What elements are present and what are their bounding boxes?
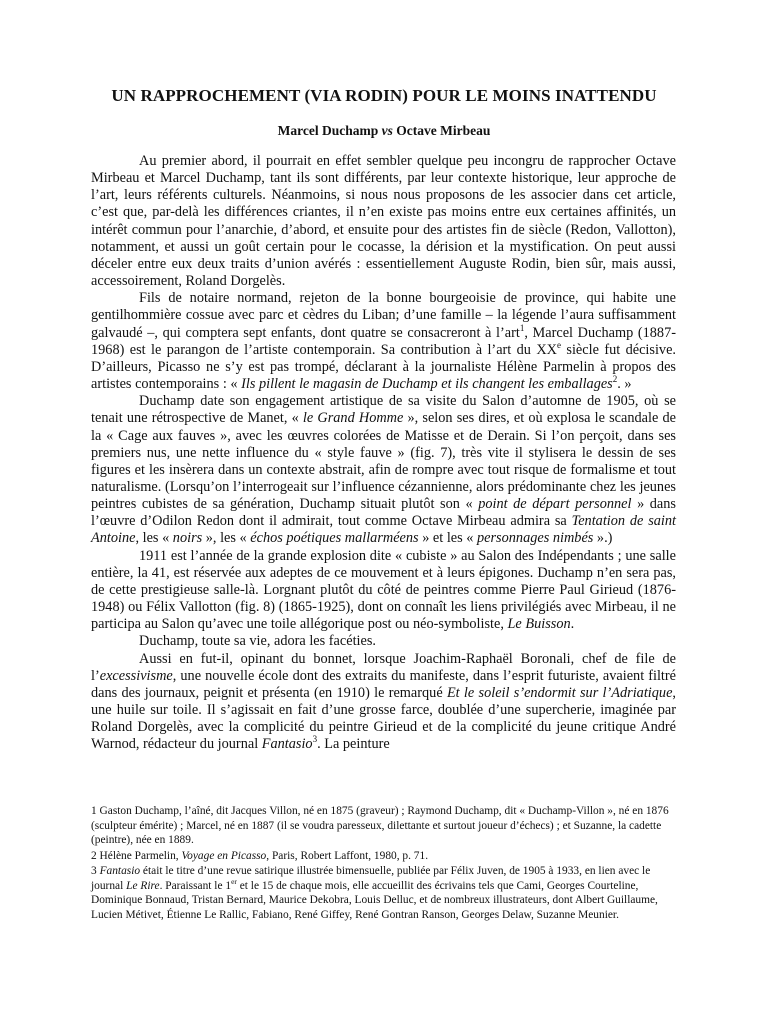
footnote-text: Hélène Parmelin, — [96, 849, 182, 862]
footnote-ref-2[interactable]: 2 — [612, 374, 618, 385]
footnote-ref-3[interactable]: 3 — [312, 734, 318, 745]
text: , une nouvelle école dont des extraits du manifeste, dans l’esprit futuriste, avaient filtré dans des journaux, peignit et présenta (en 1910) le remarqué — [91, 667, 676, 701]
italic-text: Et le soleil s’endormit sur l’Adriatique — [446, 684, 673, 701]
text: Fils de notaire normand, rejeton de la bonne bourgeoisie de province, qui habite une gentilhommière cossue avec parc et cèdres du Liban; d’une famille – la légende l’aura suffisamment galvaudé –, qui comptera sept enfants, dont quatre se consacreront à l’art — [91, 290, 676, 341]
italic-text: personnages nimbés — [477, 530, 594, 547]
footnote-number: 3 — [91, 865, 97, 877]
footnote-italic: Le Rire — [126, 879, 160, 892]
text: . » — [617, 376, 632, 393]
italic-text: noirs — [172, 530, 203, 547]
text: ».) — [593, 530, 613, 547]
text: 1911 est l’année de la grande explosion dite « cubiste » au Salon des Indépendants ; une salle entière, la 41, est réservée aux adeptes de ce mouvement et à leurs épigones. Duchamp n’en sera pas, de cette prestigieuse salle-là. Lorgnant plutôt du côté de peintres comme Pierre Paul Girieud (1876-1948) ou Félix Vallotton (fig. 8) (1865-1925), dont on connaît les liens privilégiés avec Mirbeau, il ne participa au Salon qu’avec une toile allégorique post ou néo-symboliste, — [91, 547, 676, 633]
italic-text: Fantasio — [261, 736, 313, 753]
italic-text: échos poétiques mallarméens — [250, 530, 419, 547]
footnote-3 — [91, 864, 676, 922]
text: » dans l’œuvre d’Odilon Redon dont il admirait, tout comme Octave Mirbeau admira sa — [91, 496, 676, 530]
footnote-number: 1 — [91, 805, 97, 817]
text: Aussi en fut-il, opinant du bonnet, lorsque Joachim-Raphaël Boronali, chef de file de l’ — [91, 650, 676, 684]
text: . La peinture — [317, 736, 390, 753]
italic-text: point de départ personnel — [478, 496, 632, 513]
footnote-number: 2 — [91, 849, 97, 862]
footnote-1 — [91, 804, 676, 848]
subtitle-left: Marcel Duchamp — [277, 123, 379, 138]
text: , les « — [135, 530, 173, 547]
picasso-quote: Ils pillent le magasin de Duchamp et ils changent les emballages — [241, 376, 613, 393]
italic-text: Tentation de saint Antoine — [91, 513, 676, 547]
article-title: UN RAPPROCHEMENT (VIA RODIN) POUR LE MOINS INATTENDU — [111, 86, 657, 105]
article-subtitle — [0, 123, 768, 139]
paragraph-3 — [91, 393, 676, 547]
text: », selon ses dires, et où explosa le scandale de la « Cage aux fauves », avec les œuvres colorées de Matisse et de Derain. Si l’on perçoit, dans ses premiers nus, une nette influence du « style fauve » (fig. 7), très vite il stylisera le dessin de ses figures et les insèrera dans un contexte abstrait, afin de rompre avec tout risque de formalisme et tout naturalisme. (Lorsqu’on l’interrogeait sur l’influence cézannienne, alors prédominante chez les jeunes peintres cubistes de sa génération, Duchamp situait plutôt son « — [91, 410, 676, 513]
italic-text: Le Buisson — [507, 616, 571, 633]
paragraph-6 — [91, 651, 676, 754]
footnote-italic: Voyage en Picasso — [181, 849, 267, 862]
footnote-italic: Fantasio — [99, 865, 141, 877]
footnote-text: . Paraissant le 1 — [159, 879, 232, 892]
paragraph-1: Au premier abord, il pourrait en effet sembler quelque peu incongru de rapprocher Octave Mirbeau et Marcel Duchamp, tant ils sont différents, par leur contexte historique, leur approche de l’art, leurs référents culturels. Néanmoins, si nous nous proposons de les associer dans cet article, c’est que, par-delà les différences criantes, il n’en existe pas moins entre eux certaines affinités, un intérêt commun pour l’anarchie, d’abord, et ensuite pour des artistes fin de siècle (Redon, Vallotton), notamment, et aussi un goût certain pour le cocasse, la dérision et la mystification. On peut aussi déceler entre eux deux traits d’union avérés : essentiellement Auguste Rodin, bien sûr, mais aussi, accessoirement, Roland Dorgelès. — [91, 153, 676, 290]
paragraph-4 — [91, 548, 676, 634]
footnote-text: Gaston Duchamp, l’aîné, dit Jacques Villon, né en 1875 (graveur) ; Raymond Duchamp, dit « Duchamp-Villon », né en 1876 (sculpteur émérite) ; Marcel, né en 1887 (il se voudra paresseux, dilettante et surtout joueur d’échecs) ; et Suzanne, la cadette (peintre), née en 1889. — [91, 805, 669, 846]
text: Duchamp date son engagement artistique de sa visite du Salon d’automne de 1905, où se tenait une rétrospective de Manet, « — [91, 393, 676, 427]
article-body — [91, 153, 676, 753]
paragraph-5: Duchamp, toute sa vie, adora les facéties. — [139, 633, 376, 650]
paragraph-2 — [91, 290, 676, 393]
footnotes — [91, 804, 676, 923]
footnote-text: était le titre d’une revue satirique illustrée bimensuelle, publiée par Félix Juven, de 1905 à 1933, en lien avec le journal — [91, 865, 651, 892]
italic-text: le Grand Homme — [302, 410, 404, 427]
century-superscript: e — [557, 339, 561, 350]
footnote-text: et le 15 de chaque mois, elle accueillit des écrivains tels que Cami, Georges Courteline, Dominique Bonnaud, Tristan Bernard, Maurice Dekobra, Louis Delluc, et de nombreux illustrateurs, dont Albert Guillaume, Lucien Métivet, Étienne Le Rallic, Fabiano, René Giffey, René Gontran Ranson, Georges Delaw, Suzanne Meunier. — [91, 879, 658, 921]
text: . — [570, 616, 575, 633]
italic-text: excessivisme — [99, 667, 173, 684]
footnote-ref-1[interactable]: 1 — [519, 322, 525, 333]
text: » et les « — [418, 530, 477, 547]
footnote-text: , Paris, Robert Laffont, 1980, p. 71. — [266, 849, 429, 862]
subtitle-right: Octave Mirbeau — [396, 123, 491, 138]
subtitle-vs: vs — [381, 123, 393, 138]
text: siècle fut décisive. D’ailleurs, Picasso ne s’y est pas trompé, déclarant à la journaliste Hélène Parmelin à propos des artistes contemporains : « — [91, 341, 676, 393]
ordinal-superscript: er — [231, 876, 237, 886]
text: », les « — [202, 530, 251, 547]
text: , une huile sur toile. Il s’agissait en fait d’une grosse farce, doublée d’une supercherie, imaginée par Roland Dorgelès, avec la complicité du peintre Girieud et de la complicité du jeune critique André Warnod, rédacteur du journal — [91, 684, 676, 753]
text: , Marcel Duchamp (1887-1968) est le parangon de l’artiste contemporain. Sa contribution à l’art du XX — [91, 324, 676, 358]
footnote-2 — [91, 849, 676, 864]
